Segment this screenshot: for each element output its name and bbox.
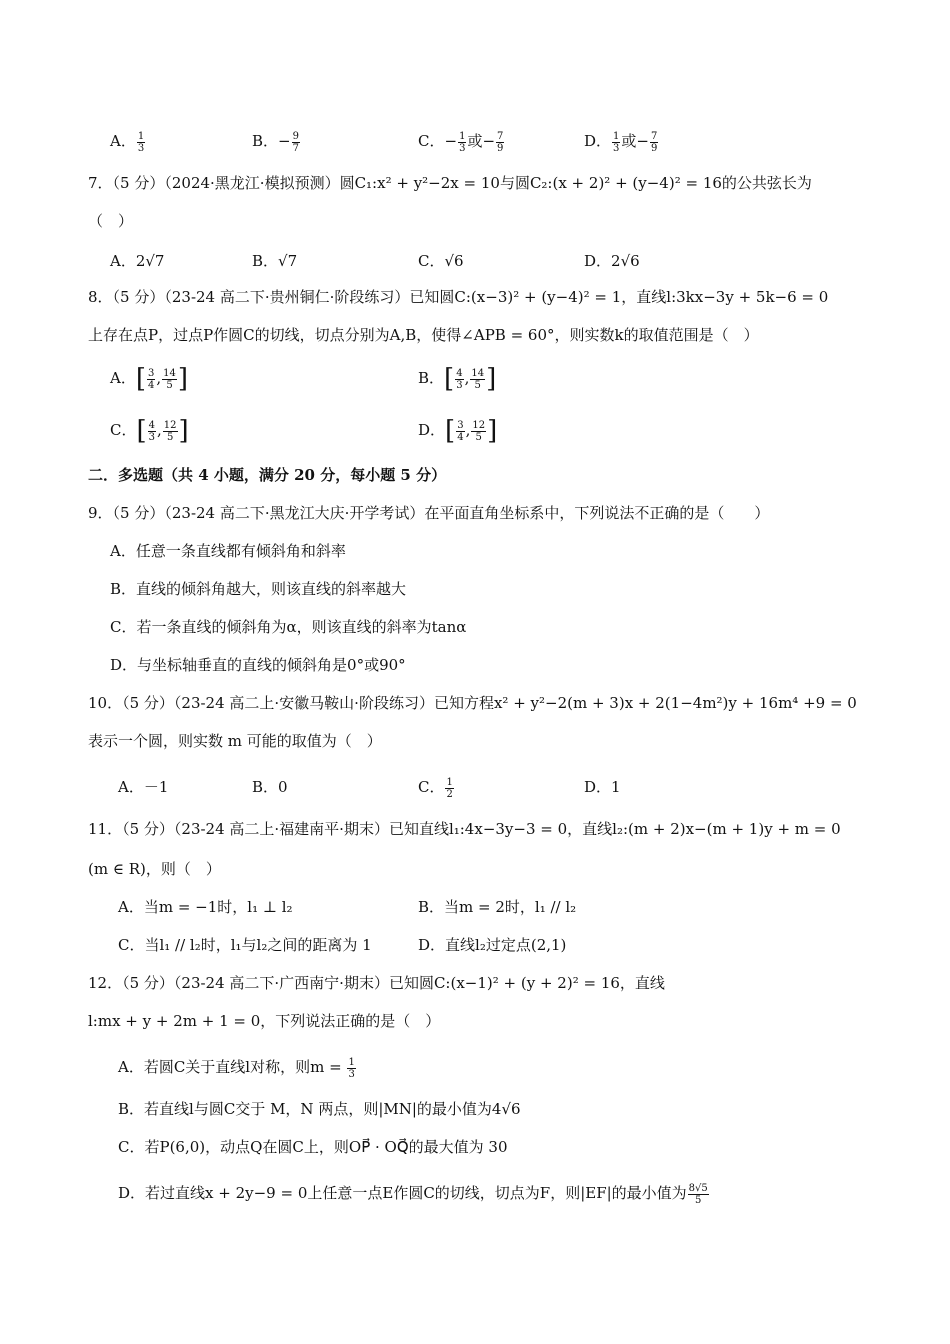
q10-option-b: B．0 [252,778,288,796]
q6-option-c: C．− $\frac{1}{3}$ 或− $\frac{7}{9}$ [418,130,504,154]
q12-option-a: A．若圆C关于直线l对称，则m = $\frac{1}{3}$ [118,1056,355,1080]
q8-option-a: A．[ $\frac{3}{4}$ , $\frac{14}{5}$ ] [110,364,189,394]
q9-option-b: B．直线的倾斜角越大，则该直线的斜率越大 [110,580,407,598]
q8-stem: 8．（5 分）（23-24 高二下·贵州铜仁·阶段练习）已知圆C:(x−3)² + (y−4)² = 1，直线l:3kx−3y + 5k−6 = 0 [88,288,829,306]
q11-option-a: A．当m = −1时，l₁ ⊥ l₂ [118,898,293,916]
q6-option-a: A． $\frac{1}{3}$ [110,130,145,154]
q10-option-d: D．1 [584,778,621,796]
q9-option-a: A．任意一条直线都有倾斜角和斜率 [110,542,346,560]
q8-stem-2: 上存在点P，过点P作圆C的切线，切点分别为A,B，使得∠APB = 60°，则实数k的取值范围是（ ） [88,326,759,344]
q11-option-d: D．直线l₂过定点(2,1) [418,936,567,954]
q12-option-c: C．若P(6,0)，动点Q在圆C上，则OP⃗ · OQ⃗的最大值为 30 [118,1138,508,1156]
q9-stem: 9．（5 分）（23-24 高二下·黑龙江大庆·开学考试）在平面直角坐标系中，下列说法不正确的是（ ） [88,504,770,522]
q9-option-c: C．若一条直线的倾斜角为α，则该直线的斜率为tanα [110,618,467,636]
q10-option-a: A．－1 [118,778,169,796]
q11-stem-2: (m ∈ R)，则（ ） [88,860,221,878]
q7-option-a: A．2√7 [110,252,165,270]
fraction: $\frac{1}{3}$ [613,130,620,154]
q8-option-c: C．[ $\frac{4}{3}$ , $\frac{12}{5}$ ] [110,416,189,446]
fraction: $\frac{1}{3}$ [137,130,145,154]
q7-option-c: C．√6 [418,252,464,270]
q7-stem: 7．（5 分）（2024·黑龙江·模拟预测）圆C₁:x² + y²−2x = 10与圆C₂:(x + 2)² + (y−4)² = 16的公共弦长为 [88,174,812,192]
fraction: $\frac{9}{7}$ [292,130,299,154]
q9-option-d: D．与坐标轴垂直的直线的倾斜角是0°或90° [110,656,406,674]
fraction: $\frac{7}{9}$ [650,130,658,154]
q10-option-c: C． $\frac{1}{2}$ [418,776,453,800]
q11-option-b: B．当m = 2时，l₁ // l₂ [418,898,577,916]
q12-stem: 12．（5 分）（23-24 高二下·广西南宁·期末）已知圆C:(x−1)² + (y + 2)² = 16，直线 [88,974,665,992]
q11-stem: 11．（5 分）（23-24 高二上·福建南平·期末）已知直线l₁:4x−3y−3 = 0，直线l₂:(m + 2)x−(m + 1)y + m = 0 [88,820,841,838]
q8-option-d: D．[ $\frac{3}{4}$ , $\frac{12}{5}$ ] [418,416,498,446]
q7-option-d: D．2√6 [584,252,640,270]
q12-option-d: D．若过直线x + 2y−9 = 0上任意一点E作圆C的切线，切点为F，则|EF|的最小值为 $\frac{8√5}{5}$ [118,1182,708,1206]
q10-stem-2: 表示一个圆，则实数 m 可能的取值为（ ） [88,732,382,750]
q11-option-c: C．当l₁ // l₂时，l₁与l₂之间的距离为 1 [118,936,372,954]
fraction: $\frac{1}{3}$ [459,130,466,154]
q6-option-b: B．− $\frac{9}{7}$ [252,130,299,154]
q8-option-b: B．[ $\frac{4}{3}$ , $\frac{14}{5}$ ] [418,364,497,394]
q7-paren: （ ） [88,212,134,230]
q7-option-b: B．√7 [252,252,298,270]
q12-stem-2: l:mx + y + 2m + 1 = 0，下列说法正确的是（ ） [88,1012,441,1030]
q6-option-d: D． $\frac{1}{3}$ 或− $\frac{7}{9}$ [584,130,658,154]
section-heading: 二．多选题（共 4 小题，满分 20 分，每小题 5 分） [88,466,447,484]
fraction: $\frac{7}{9}$ [497,130,504,154]
q10-stem: 10．（5 分）（23-24 高二上·安徽马鞍山·阶段练习）已知方程x² + y²−2(m + 3)x + 2(1−4m²)y + 16m⁴ +9 = 0 [88,694,857,712]
q12-option-b: B．若直线l与圆C交于 M，N 两点，则|MN|的最小值为4√6 [118,1100,521,1118]
